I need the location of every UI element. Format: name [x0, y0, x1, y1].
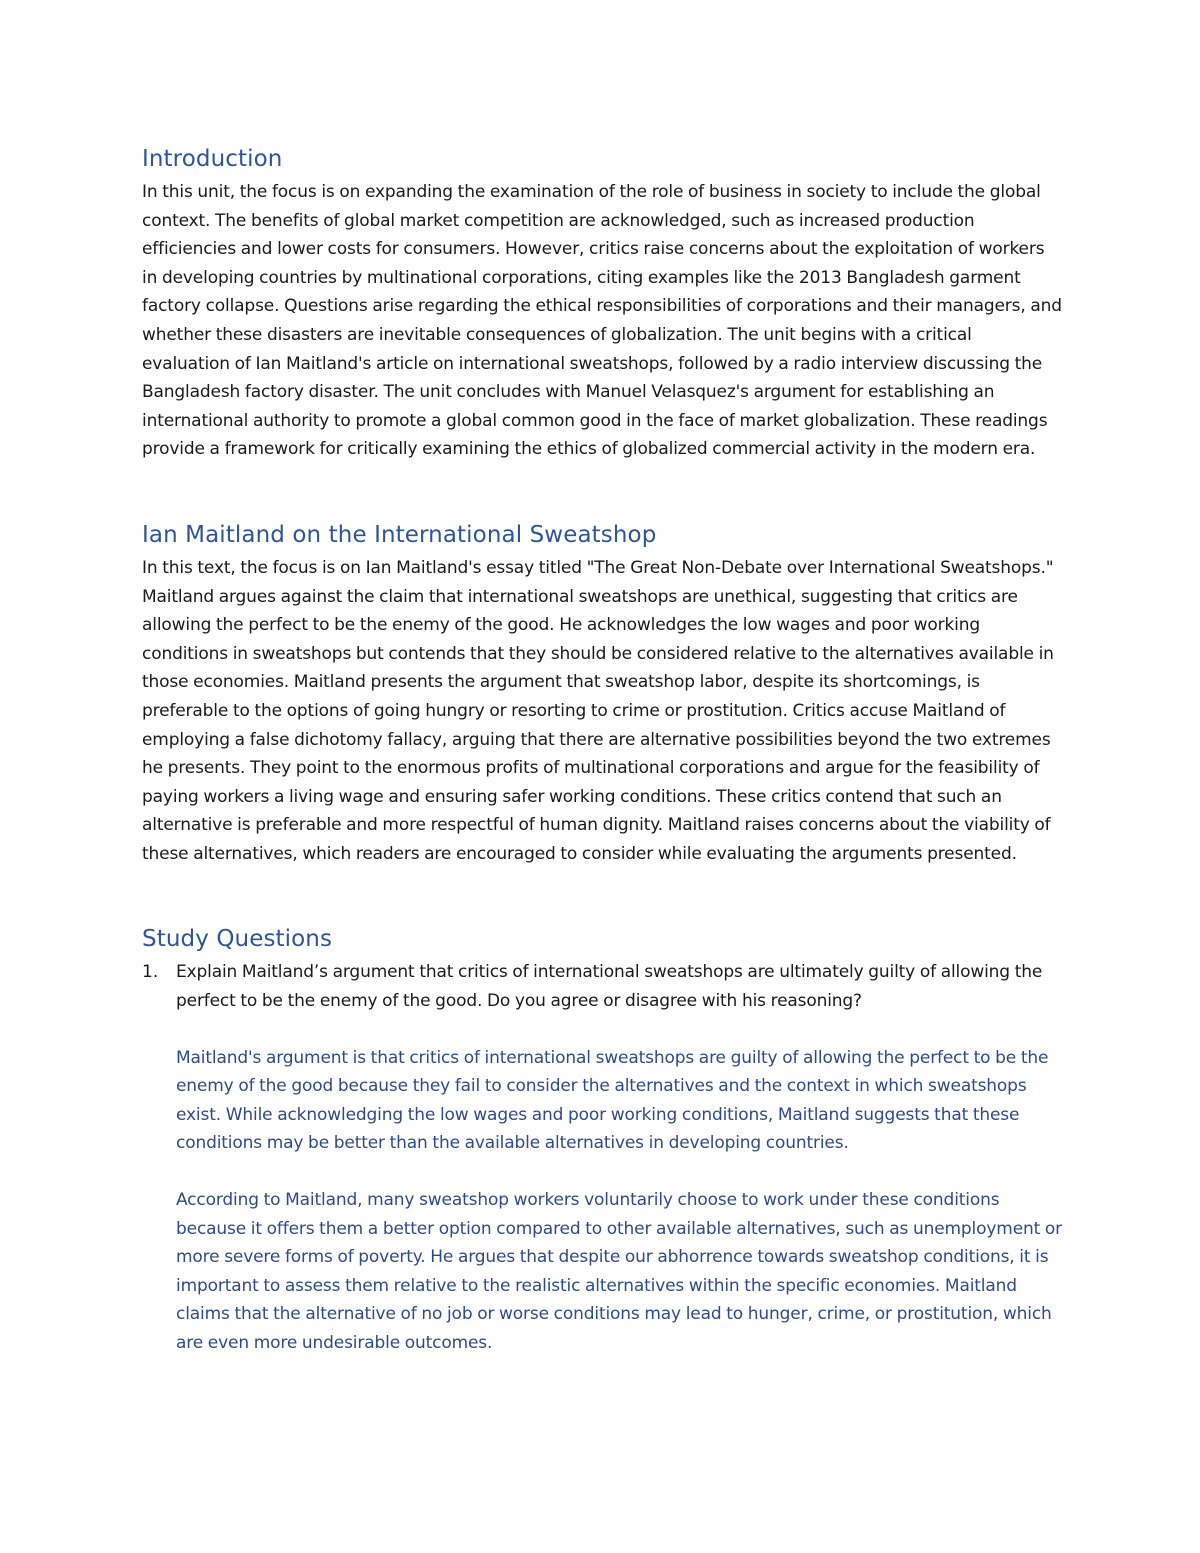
introduction-paragraph: In this unit, the focus is on expanding the examination of the role of business in society to include the global context. The benefits of global market competition are acknowledged, such as increased production efficiencies and lower costs for consumers. However, critics raise concerns about the exploitation of workers in developing countries by multinational corporations, citing examples like the 2013 Bangladesh garment factory collapse. Questions arise regarding the ethical responsibilities of corporations and their managers, and whether these disasters are inevitable consequences of globalization. The unit begins with a critical evaluation of Ian Maitland's article on international sweatshops, followed by a radio interview discussing the Bangladesh factory disaster. The unit concludes with Manuel Velasquez's argument for establishing an international authority to promote a global common good in the face of market globalization. These readings provide a framework for critically examining the ethics of globalized commercial activity in the modern era.	[142, 182, 1062, 460]
maitland-paragraph: In this text, the focus is on Ian Maitland's essay titled "The Great Non-Debate over International Sweatshops." Maitland argues against the claim that international sweatshops are unethical, suggesting that critics are allowing the perfect to be the enemy of the good. He acknowledges the low wages and poor working conditions in sweatshops but contends that they should be considered relative to the alternatives available in those economies. Maitland presents the argument that sweatshop labor, despite its shortcomings, is preferable to the options of going hungry or resorting to crime or prostitution. Critics accuse Maitland of employing a false dichotomy fallacy, arguing that there are alternative possibilities beyond the two extremes he presents. They point to the enormous profits of multinational corporations and argue for the feasibility of paying workers a living wage and ensuring safer working conditions. These critics contend that such an alternative is preferable and more respectful of human dignity. Maitland raises concerns about the viability of these alternatives, which readers are encouraged to consider while evaluating the arguments presented.	[142, 557, 1054, 864]
introduction-heading: Introduction	[142, 146, 283, 172]
question-number: 1.	[142, 962, 159, 983]
document-page	[142, 140, 1062, 1358]
section-spacer	[142, 464, 1062, 516]
list-item	[142, 958, 1062, 1357]
section-spacer	[142, 868, 1062, 920]
maitland-heading: Ian Maitland on the International Sweatshop	[142, 521, 657, 548]
question-text: Explain Maitland’s argument that critics of international sweatshops are ultimately guilty of allowing the perfect to be the enemy of the good. Do you agree or disagree with his reasoning?	[176, 962, 1043, 1012]
study-questions-list	[142, 958, 1062, 1357]
answer-paragraph: Maitland's argument is that critics of international sweatshops are guilty of allowing the perfect to be the enemy of the good because they fail to consider the alternatives and the context in which sweatshops exist. While acknowledging the low wages and poor working conditions, Maitland suggests that these conditions may be better than the available alternatives in developing countries.	[176, 1047, 1049, 1154]
study-questions-heading: Study Questions	[142, 926, 333, 953]
maitland-section	[142, 516, 1062, 869]
answer-paragraph: According to Maitland, many sweatshop workers voluntarily choose to work under these conditions because it offers them a better option compared to other available alternatives, such as unemployment or more severe forms of poverty. He argues that despite our abhorrence towards sweatshop conditions, it is important to assess them relative to the realistic alternatives within the specific economies. Maitland claims that the alternative of no job or worse conditions may lead to hunger, crime, or prostitution, which are even more undesirable outcomes.	[176, 1190, 1062, 1353]
introduction-section	[142, 140, 1062, 464]
study-questions-section	[142, 920, 1062, 1357]
